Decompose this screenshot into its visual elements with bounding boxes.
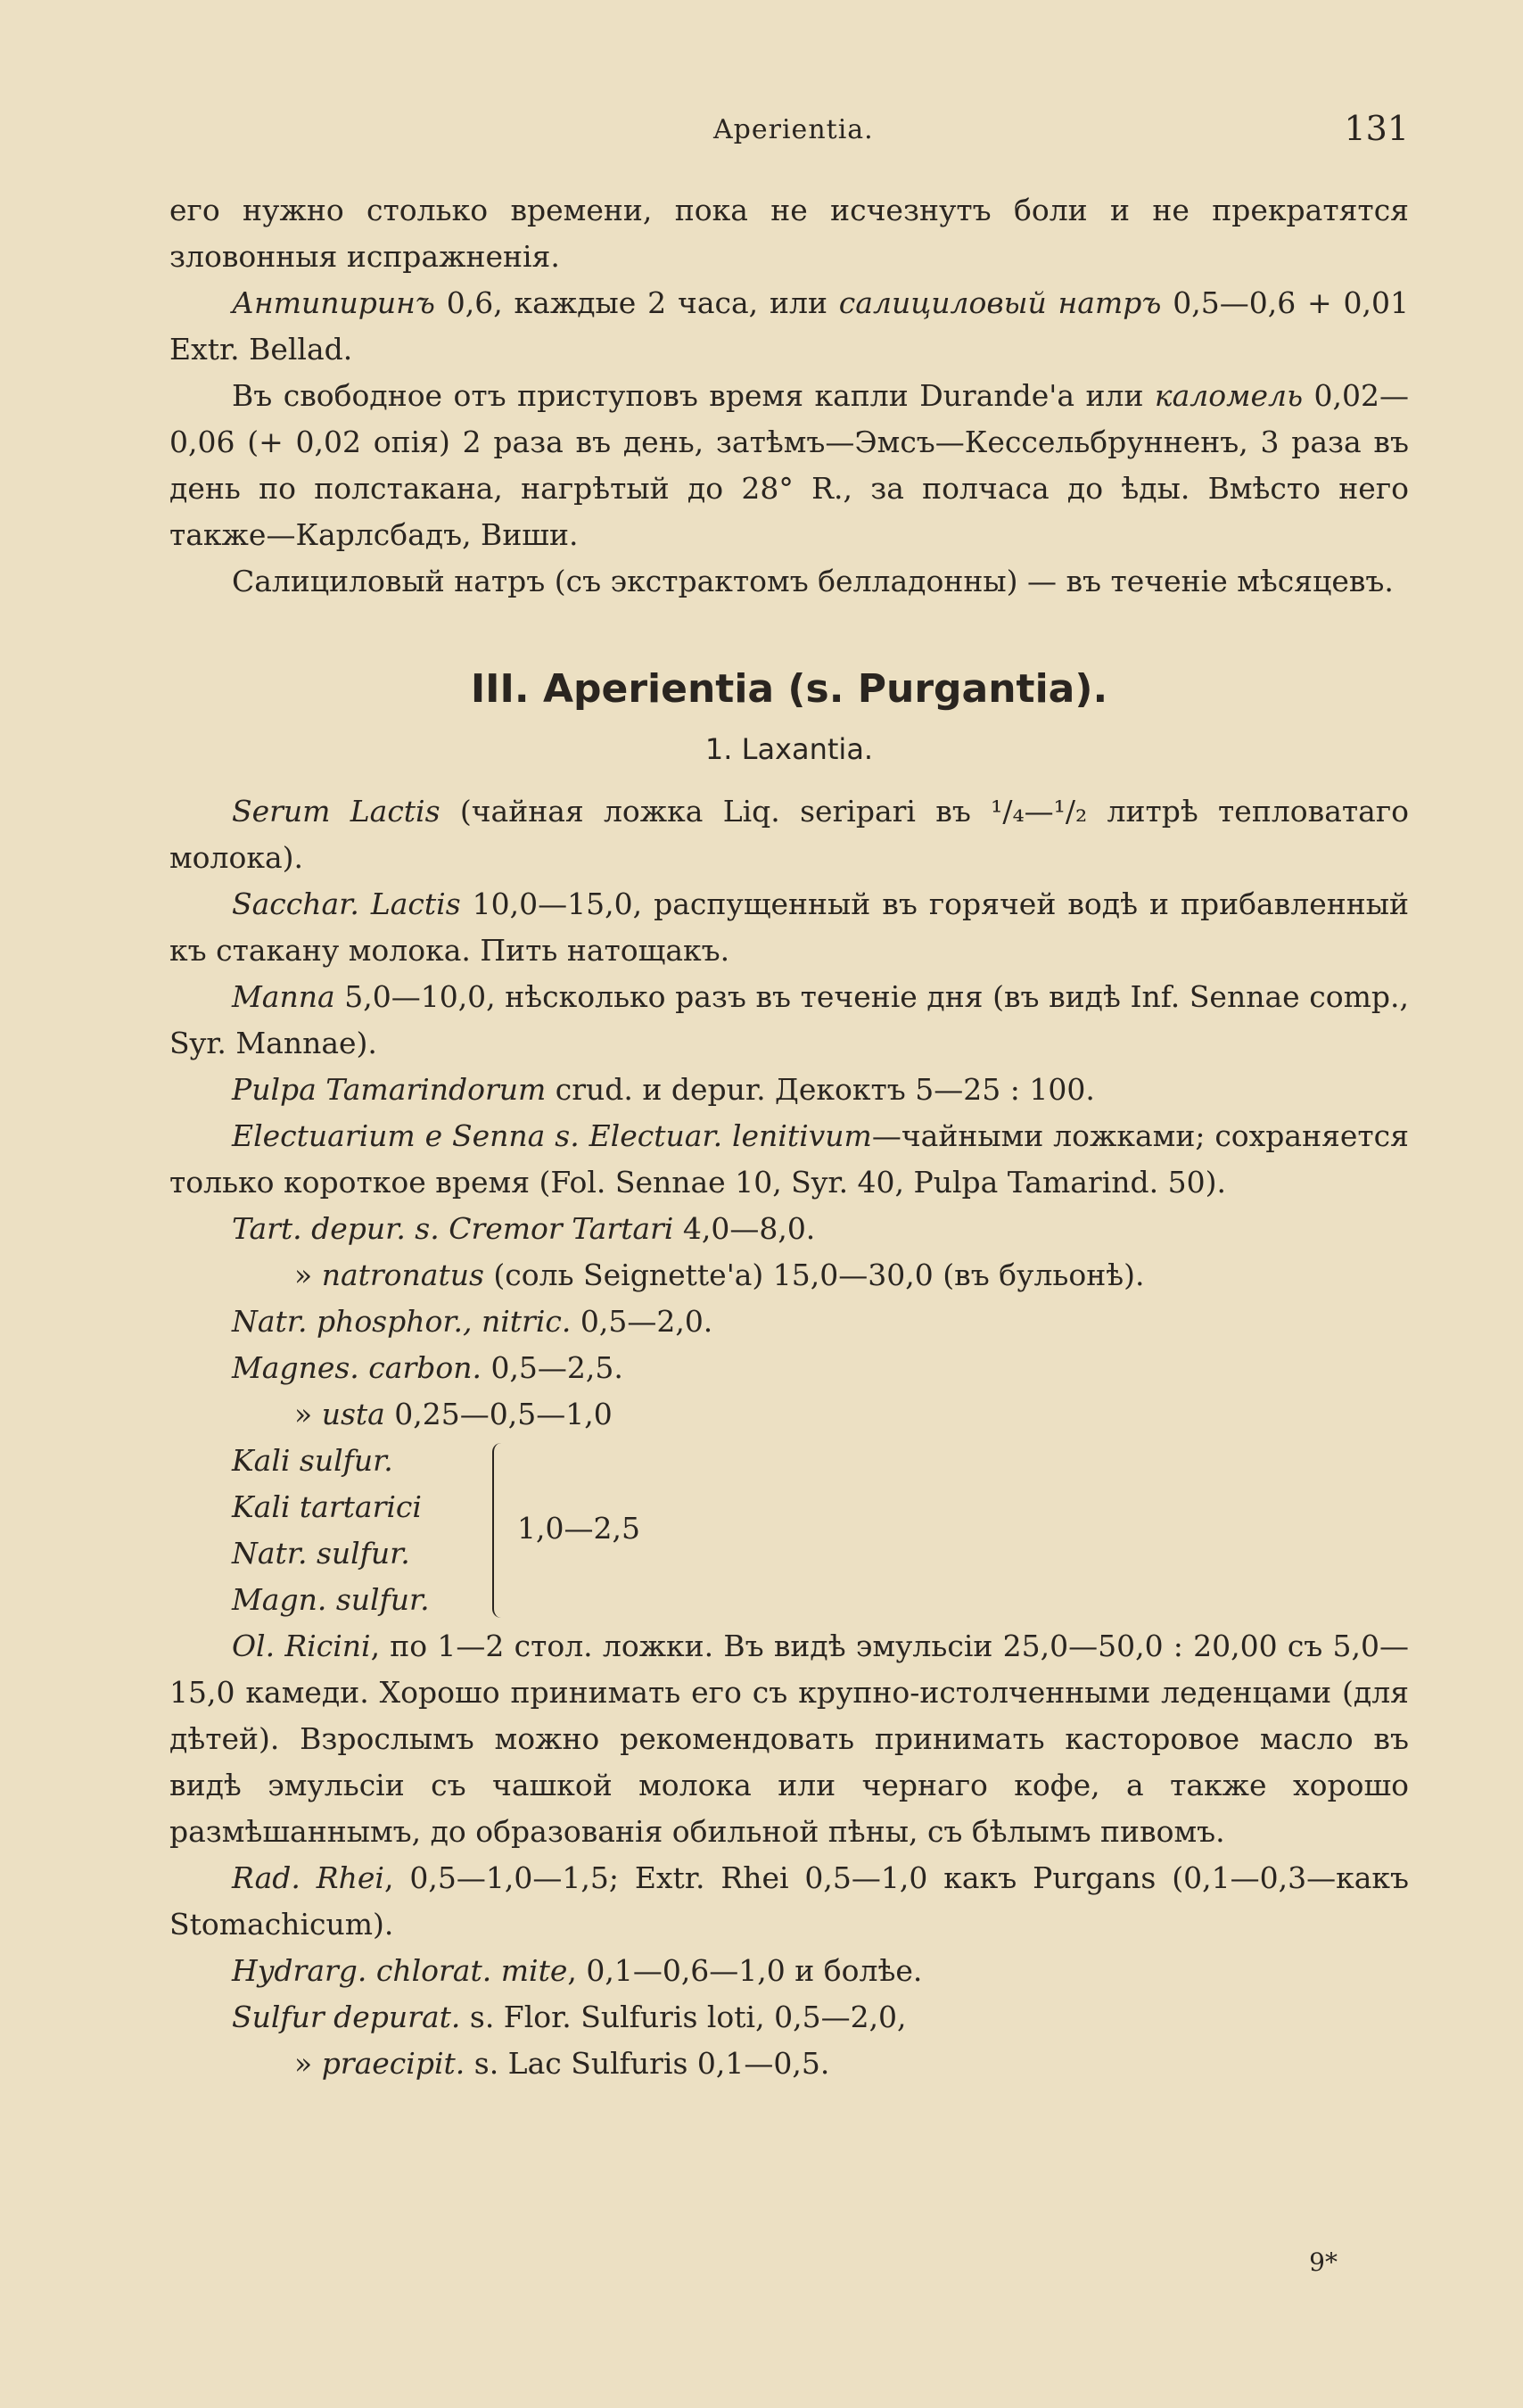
text: s. Flor. Sulfuris loti, 0,5—2,0, (460, 2000, 907, 2034)
drug-name: Ol. Ricini (232, 1629, 371, 1663)
drug-name: Natr. sulfur. (232, 1536, 410, 1571)
drug-name: Sulfur depurat. (232, 2000, 461, 2034)
page-header (169, 105, 1409, 159)
entry-pulpa (169, 1067, 1409, 1113)
entry-electuarium (169, 1113, 1409, 1206)
drug-name: praecipit. (321, 2046, 465, 2081)
ditto-mark: » (294, 1258, 322, 1292)
drug-name: Manna (232, 979, 335, 1014)
drug-name: Kali sulfur. (232, 1443, 393, 1478)
text: —чайными ложками; сохраняется только короткое время (Fol. Sennae 10, Syr. 40, Pulpa Tamarind. 50). (169, 1118, 1409, 1200)
drug-name: Natr. phosphor., nitric. (232, 1304, 572, 1339)
ditto-mark: » (294, 2046, 322, 2081)
group-item (232, 1577, 1409, 1623)
entry-serum-lactis (169, 788, 1409, 881)
drug-name: Pulpa Tamarindorum (232, 1072, 547, 1107)
text: 0,25—0,5—1,0 (384, 1397, 613, 1431)
running-title: Aperientia. (713, 114, 874, 145)
group-dose: 1,0—2,5 (517, 1511, 640, 1546)
section-heading: III. Aperientia (s. Purgantia). (470, 666, 1108, 712)
entry-manna (169, 974, 1409, 1067)
text: s. Lac Sulfuris 0,1—0,5. (465, 2046, 830, 2081)
drug-name: natronatus (321, 1258, 484, 1292)
drug-name: салициловый натръ (838, 285, 1162, 320)
paragraph-continuation: его нужно столько времени, пока не исчезнутъ боли и не прекратятся зловонныя испражненія. (169, 193, 1409, 274)
entry-hydrarg (169, 1948, 1409, 1994)
text: 0,6, каждые 2 часа, или (434, 285, 839, 320)
drug-name: Serum Lactis (232, 794, 440, 829)
text: 0,02—0,06 (+ 0,02 опія) 2 раза въ день, затѣмъ—Эмсъ—Кессельбрунненъ, 3 раза въ день по полстакана, нагрѣтый до 28° R., за полчаса до ѣды. Вмѣсто него также—Карлсбадъ, Виши. (169, 378, 1409, 552)
text: (соль Seignette'a) 15,0—30,0 (въ бульонѣ). (483, 1258, 1145, 1292)
group-item (232, 1530, 1409, 1577)
entry-magnes-carbon (169, 1345, 1409, 1391)
drug-name: Magnes. carbon. (232, 1350, 482, 1385)
drug-name: Hydrarg. chlorat. mite (232, 1953, 568, 1988)
drug-name: каломель (1154, 378, 1304, 413)
entry-tartarus (169, 1206, 1409, 1252)
drug-name: Tart. depur. s. Cremor Tartari (232, 1211, 674, 1246)
brace-bracket (492, 1443, 508, 1618)
drug-name: usta (321, 1397, 385, 1431)
paragraph-free-interval (169, 373, 1409, 558)
drug-name: Rad. Rhei (232, 1860, 384, 1895)
text: 5,0—10,0, нѣсколько разъ въ теченіе дня (въ видѣ Inf. Sennae comp., Syr. Mannae). (169, 979, 1409, 1060)
entry-natr-phosphor (169, 1299, 1409, 1345)
drug-name: Kali tartarici (232, 1489, 422, 1524)
text: 4,0—8,0. (673, 1211, 816, 1246)
entry-sacchar-lactis (169, 881, 1409, 974)
drug-name: Electuarium e Senna s. Electuar. lenitivum (232, 1118, 872, 1153)
entry-natronatus (169, 1252, 1409, 1299)
page-body (169, 187, 1409, 2087)
signature-mark: 9* (1309, 2247, 1338, 2277)
ditto-mark: » (294, 1397, 322, 1431)
text: , 0,1—0,6—1,0 и болѣе. (567, 1953, 923, 1988)
text: Въ свободное отъ приступовъ время капли Durande'a или (232, 378, 1155, 413)
group-item (232, 1438, 1409, 1484)
spacer (169, 605, 1409, 658)
text: 0,5—0,6 + 0,01 Extr. Bellad. (169, 285, 1410, 367)
text: 0,5—2,5. (481, 1350, 623, 1385)
entry-sulfur-praecipit (169, 2041, 1409, 2087)
entry-rad-rhei (169, 1855, 1409, 1948)
text: , 0,5—1,0—1,5; Extr. Rhei 0,5—1,0 какъ Purgans (0,1—0,3—какъ Stomachicum). (169, 1860, 1409, 1942)
text: , по 1—2 стол. ложки. Въ видѣ эмульсіи 25,0—50,0 : 20,00 съ 5,0—15,0 камеди. Хорошо принимать его съ крупно-истолченными леденцами (для дѣтей). Взрослымъ можно рекомендовать принимать касторовое масло въ видѣ эмульсіи съ чашкой молока или чернаго кофе, а также хорошо размѣшаннымъ, до образованія обильной пѣны, съ бѣлымъ пивомъ. (169, 1629, 1409, 1849)
paragraph-salicylate: Салициловый натръ (съ экстрактомъ белладонны) — въ теченіе мѣсяцевъ. (232, 564, 1394, 598)
drug-name: Sacchar. Lactis (232, 887, 461, 921)
text: (чайная ложка Liq. seripari въ ¹/₄—¹/₂ литрѣ тепловатаго молока). (169, 794, 1409, 875)
page-number: 131 (1344, 109, 1409, 148)
sub-heading: 1. Laxantia. (704, 732, 874, 766)
entry-ol-ricini (169, 1623, 1409, 1855)
sulfate-group (169, 1438, 1409, 1623)
group-item (232, 1484, 1409, 1530)
text: 0,5—2,0. (571, 1304, 713, 1339)
text: crud. и depur. Декоктъ 5—25 : 100. (546, 1072, 1095, 1107)
entry-magnes-usta (169, 1391, 1409, 1438)
entry-sulfur (169, 1994, 1409, 2041)
group-items (232, 1438, 1409, 1623)
paragraph-antipyrin (169, 280, 1409, 373)
drug-name: Magn. sulfur. (232, 1582, 430, 1617)
drug-name: Антипиринъ (232, 285, 435, 320)
book-page (169, 0, 1409, 2408)
text: 10,0—15,0, распущенный въ горячей водѣ и прибавленный къ стакану молока. Пить натощакъ. (169, 887, 1410, 968)
